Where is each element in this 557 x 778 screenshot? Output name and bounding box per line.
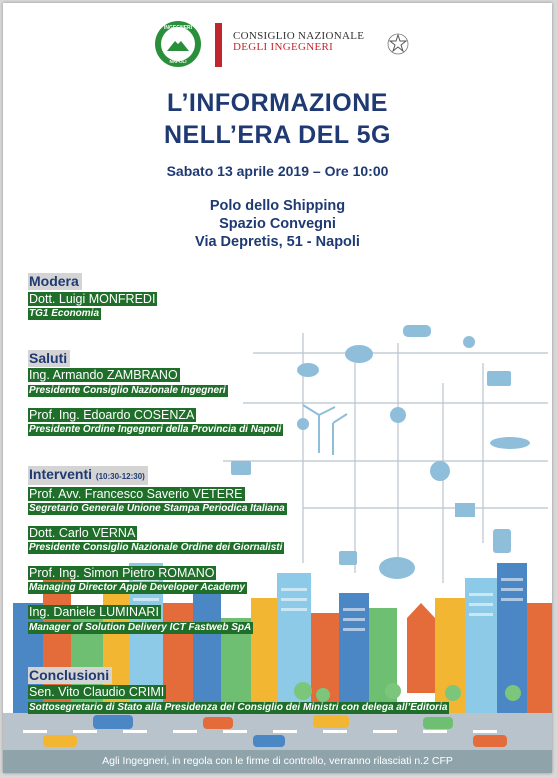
ordine-ingegneri-napoli-logo <box>155 21 201 67</box>
section-modera: Modera <box>28 273 82 290</box>
saluti-name-2: Prof. Ing. Edoardo COSENZA <box>29 408 195 422</box>
logo-top-text: INGEGNERI <box>163 25 193 31</box>
moderator-name: Dott. Luigi MONFREDI <box>29 292 156 306</box>
saluti-name-1: Ing. Armando ZAMBRANO <box>29 368 178 382</box>
logo-bottom-text: NAPOLI <box>169 59 187 64</box>
interventi-role-1: Segretario Generale Unione Stampa Periodica Italiana <box>29 503 285 514</box>
event-date: Sabato 13 aprile 2019 – Ore 10:00 <box>166 163 389 179</box>
venue-line-3: Via Depretis, 51 - Napoli <box>195 234 360 250</box>
cni-logo-bar <box>215 23 222 67</box>
section-saluti: Saluti <box>28 350 70 367</box>
cfp-footer: Agli Ingegneri, in regola con le firme di controllo, verranno rilasciati n.2 CFP <box>3 750 552 773</box>
cni-logo-text <box>233 31 364 53</box>
flyer-page <box>3 3 552 773</box>
interventi-name-4: Ing. Daniele LUMINARI <box>29 605 159 619</box>
interventi-name-1: Prof. Avv. Francesco Saverio VETERE <box>29 487 243 501</box>
section-interventi <box>28 466 148 485</box>
saluti-role-2: Presidente Ordine Ingegneri della Provincia di Napoli <box>29 424 282 435</box>
interventi-name-3: Prof. Ing. Simon Pietro ROMANO <box>29 566 215 580</box>
interventi-role-4: Manager of Solution Delivery ICT Fastweb SpA <box>29 622 252 633</box>
conclusioni-name: Sen. Vito Claudio CRIMI <box>29 685 165 699</box>
interventi-label: Interventi <box>29 466 93 482</box>
venue-line-1: Polo dello Shipping <box>209 198 346 214</box>
cni-line-2: DEGLI INGEGNERI <box>233 41 334 53</box>
section-conclusioni: Conclusioni <box>28 667 112 684</box>
moderator-role: TG1 Economia <box>29 308 100 319</box>
vesuvius-icon <box>167 39 189 51</box>
interventi-time: (10:30-12:30) <box>95 472 145 481</box>
title-line-2: NELL’ERA DEL 5G <box>164 121 391 149</box>
italian-republic-emblem-icon <box>386 33 410 55</box>
venue-line-2: Spazio Convegni <box>219 216 336 232</box>
conclusioni-role: Sottosegretario di Stato alla Presidenza del Consiglio dei Ministri con delega all’Editoria <box>29 702 448 713</box>
saluti-role-1: Presidente Consiglio Nazionale Ingegneri <box>29 385 226 396</box>
interventi-role-3: Managing Director Apple Developer Academy <box>29 582 245 593</box>
title-line-1: L’INFORMAZIONE <box>167 89 388 117</box>
interventi-role-2: Presidente Consiglio Nazionale Ordine dei Giornalisti <box>29 542 283 553</box>
cni-line-1: CONSIGLIO NAZIONALE <box>233 30 365 42</box>
interventi-name-2: Dott. Carlo VERNA <box>29 526 136 540</box>
